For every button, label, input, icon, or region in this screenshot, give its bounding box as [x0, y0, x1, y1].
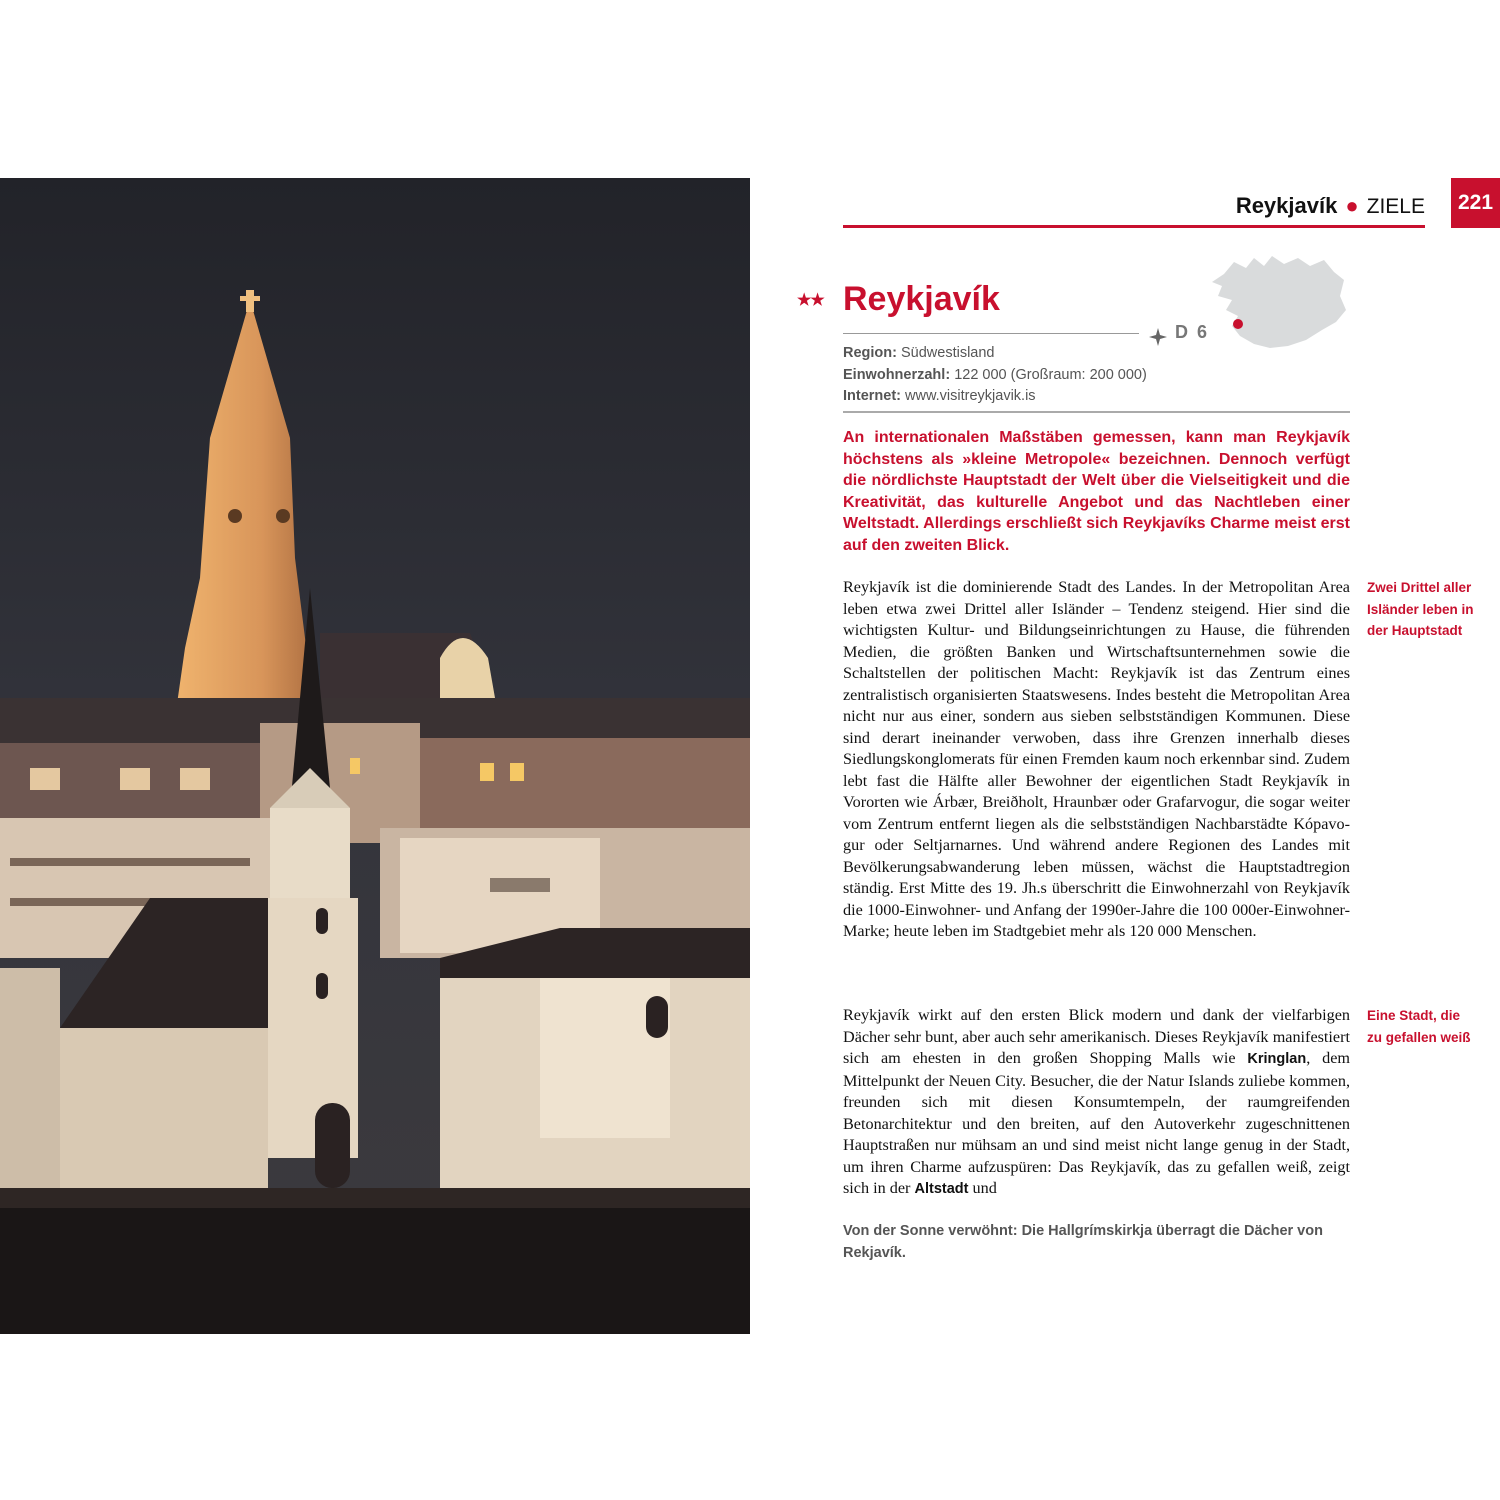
header-city: Reykjavík: [1235, 193, 1338, 218]
location-marker: [1233, 319, 1243, 329]
fact-population: Einwohnerzahl: 122 000 (Großraum: 200 000): [843, 366, 1147, 383]
grid-reference: D 6: [1175, 322, 1210, 342]
fact-box: [843, 343, 1147, 408]
running-header: [843, 193, 1425, 228]
body-paragraph-2: Reykjavík wirkt auf den ersten Blick modern und dank der vielfarbigen Dächer sehr bunt, aber auch sehr amerikanisch. Dieses Reykjavík manifestiert sich am ehesten in den großen Shopping Malls wie Kringlan, dem Mittelpunkt der Neuen City. Besucher, die der Natur Islands zuliebe kommen, freunden sich mit diesen Konsumtempeln, der raumgreifenden Betonarchitektur und den breiten, auf den Autoverkehr zugeschnittenen Hauptstraßen nur mühsam an und sind meist nicht lange genug in der Stadt, um ihren Charme aufzuspüren: Das Reykjavík, das zu gefallen weiß, zeigt sich in der Altstadt und: [843, 1006, 1350, 1197]
iceland-locator-map: [1206, 252, 1348, 350]
title-rule: [843, 333, 1139, 334]
lead-paragraph: An internationalen Maßstäben gemessen, kann man Reykjavík höchstens als »kleine Metropole« bezeichnen. Dennoch verfügt die nördlichste Hauptstadt der Welt über die Vielseitigkeit und die Kreativität, das kulturelle Angebot und das Nachtleben einer Weltstadt. Allerdings erschließt sich Reykjavíks Charme meist erst auf den zweiten Blick.: [843, 429, 1350, 554]
highlight-kringlan: Kringlan: [1247, 1051, 1307, 1067]
fact-region: Region: Südwestisland: [843, 345, 995, 361]
sidenote-2: Eine Stadt, die zu gefallen weiß: [1367, 1008, 1471, 1045]
cover-photo: [0, 178, 750, 1334]
compass-icon: [1149, 328, 1167, 346]
website-link[interactable]: www.visitreykjavik.is: [905, 388, 1036, 404]
fact-internet: Internet: www.visitreykjavik.is: [843, 388, 1036, 404]
photo-caption: Von der Sonne verwöhnt: Die Hallgrímskirkja überragt die Dächer von Rekjavík.: [843, 1223, 1323, 1261]
header-section: ZIELE: [1366, 195, 1425, 218]
body-paragraph-1: Reykjavík ist die dominierende Stadt des Landes. In der Metropolitan Area leben etwa zwei Drittel aller Isländer – Tendenz steigend. Hier sind die wichtigsten Kultur- und Bildungseinrichtungen zu Hause, die führenden Medien, die größten Banken und Wirtschaftsunternehmen sowie die Schaltstellen der politischen Macht: Reykjavík ist das Zentrum eines zentralistisch organisierten Staatswesens. Indes besteht die Metropolitan Area nicht nur aus einer, sondern aus sieben selbstständigen Kommunen. Diese sind derart ineinander verwoben, dass ihre Grenzen innerhalb dieses Siedlungskonglomerats für einen Fremden kaum noch erkennbar sind. Zudem lebt fast die Hälfte aller Bewohner der eigentlichen Stadt Reykjavík in Vororten wie Árbær, Breiðholt, Hraunbær oder Grafarvogur, die sogar weiter vom Zentrum entfernt liegen als die selbstständigen Nachbarstädte Kópavogur oder Seltjarnarnes. Und während andere Regionen des Landes mit Bevölkerungsabwanderung leben müssen, wächst die Hauptstadtregion ständig. Erst Mitte des 19. Jh.s überschritt die Einwohnerzahl von Reykjavík die 1000-Einwohner- und Anfang der 1990er-Jahre die 100 000er-Einwohner-Marke; heute leben im Stadtgebiet mehr als 120 000 Menschen.: [843, 578, 1350, 940]
entry-title: Reykjavík: [843, 280, 1000, 318]
facts-rule: [843, 411, 1350, 413]
page-number: 221: [1451, 178, 1500, 228]
rating-stars: ★★: [797, 292, 824, 309]
sidenote-1: Zwei Drittel aller Isländer leben in der Hauptstadt: [1367, 580, 1474, 638]
highlight-altstadt: Altstadt: [914, 1181, 969, 1197]
photo-illustration: [0, 178, 750, 1334]
header-separator-dot: ●: [1345, 193, 1359, 218]
